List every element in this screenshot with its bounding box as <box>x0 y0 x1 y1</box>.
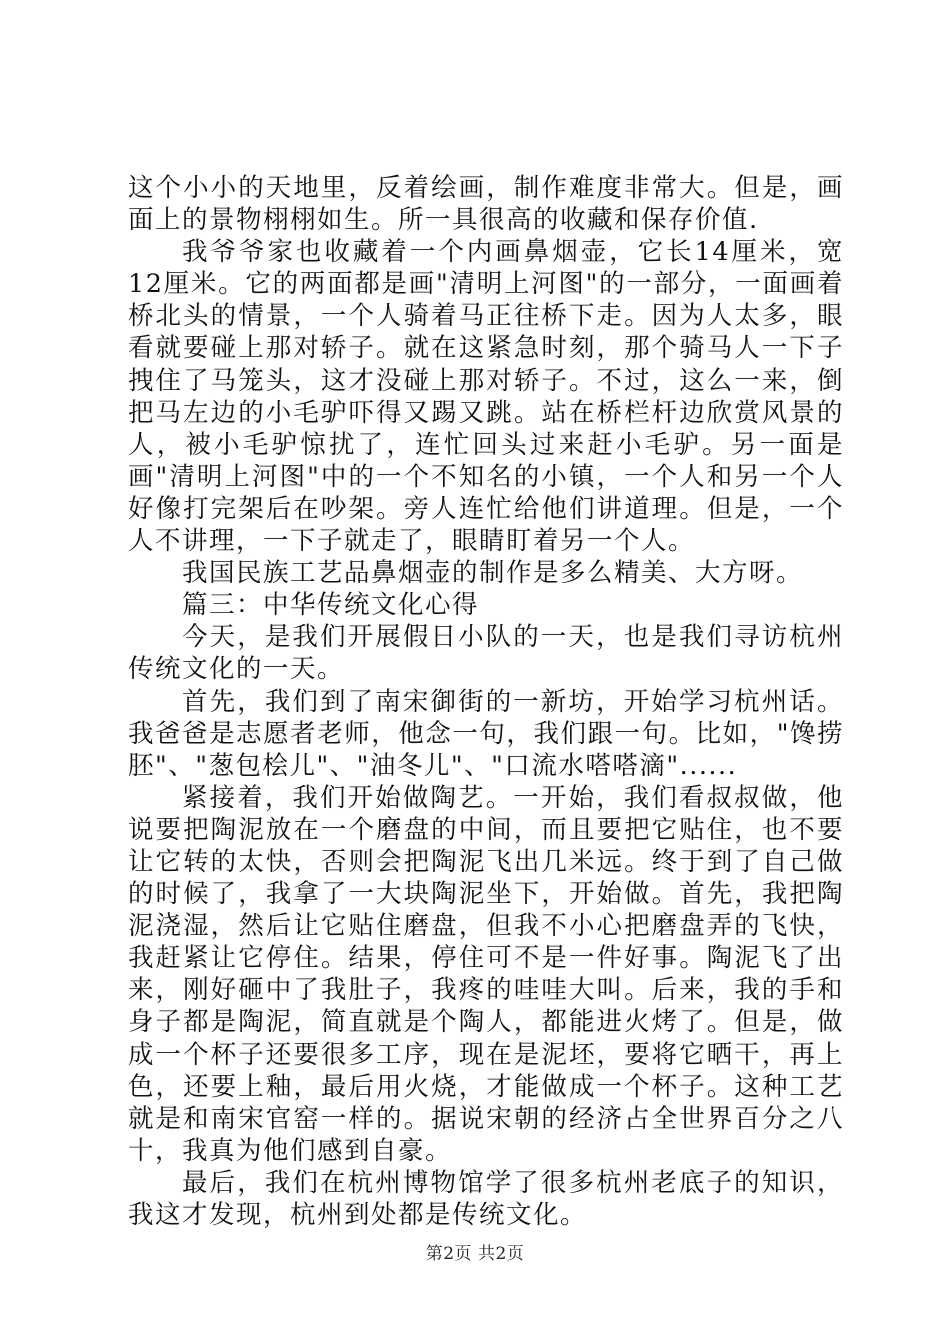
section-heading: 篇三：中华传统文化心得 <box>182 590 480 621</box>
page-number-footer: 第2页 共2页 <box>425 1244 525 1264</box>
paragraph-7: 最后，我们在杭州博物馆学了很多杭州老底子的知识，我这才发现，杭州到处都是传统文化。 <box>128 1167 844 1230</box>
document-body <box>128 172 844 1231</box>
paragraph-2: 我爷爷家也收藏着一个内画鼻烟壶，它长14厘米，宽12厘米。它的两面都是画"清明上河图"的一部分，一面画着桥北头的情景，一个人骑着马正往桥下走。因为人太多，眼看就要碰上那对轿子。就在这紧急时刻，那个骑马人一下子拽住了马笼头，这才没碰上那对轿子。不过，这么一来，倒把马左边的小毛驴吓得又踢又跳。站在桥栏杆边欣赏风景的人，被小毛驴惊扰了，连忙回头过来赶小毛驴。另一面是画"清明上河图"中的一个不知名的小镇，一个人和另一个人好像打完架后在吵架。旁人连忙给他们讲道理。但是，一个人不讲理，一下子就走了，眼睛盯着另一个人。 <box>128 237 844 557</box>
paragraph-6: 紧接着，我们开始做陶艺。一开始，我们看叔叔做，他说要把陶泥放在一个磨盘的中间，而且要把它贴住，也不要让它转的太快，否则会把陶泥飞出几米远。终于到了自己做的时候了，我拿了一大块陶泥坐下，开始做。首先，我把陶泥浇湿，然后让它贴住磨盘，但我不小心把磨盘弄的飞快，我赶紧让它停住。结果，停住可不是一件好事。陶泥飞了出来，刚好砸中了我肚子，我疼的哇哇大叫。后来，我的手和身子都是陶泥，简直就是个陶人，都能进火烤了。但是，做成一个杯子还要很多工序，现在是泥坯，要将它晒干，再上色，还要上釉，最后用火烧，才能做成一个杯子。这种工艺就是和南宋官窑一样的。据说宋朝的经济占全世界百分之八十，我真为他们感到自豪。 <box>128 782 844 1166</box>
paragraph-3: 我国民族工艺品鼻烟壶的制作是多么精美、大方呀。 <box>182 558 804 589</box>
paragraph-1: 这个小小的天地里，反着绘画，制作难度非常大。但是，画面上的景物栩栩如生。所一具很高的收藏和保存价值. <box>128 173 844 236</box>
paragraph-5: 首先，我们到了南宋御街的一新坊，开始学习杭州话。我爸爸是志愿者老师，他念一句，我们跟一句。比如，"馋捞胚"、"葱包桧儿"、"油冬儿"、"口流水嗒嗒滴"...... <box>128 686 844 781</box>
paragraph-4: 今天，是我们开展假日小队的一天，也是我们寻访杭州传统文化的一天。 <box>128 622 844 685</box>
